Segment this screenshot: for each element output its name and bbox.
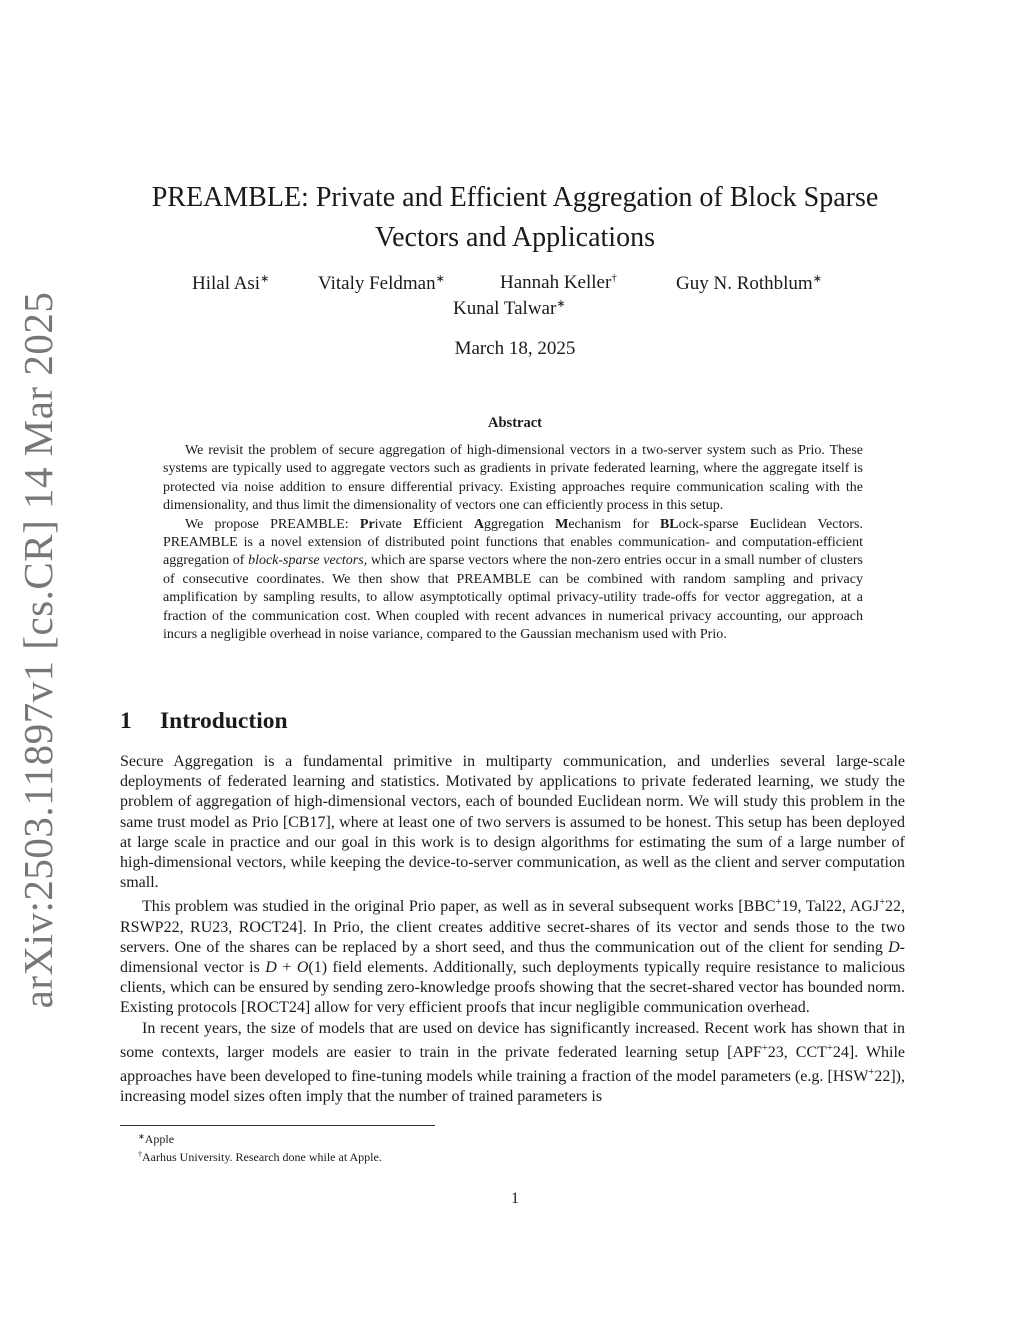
abstract-heading: Abstract: [488, 415, 542, 431]
author: Hilal Asi∗: [192, 273, 270, 294]
section-number: 1: [120, 708, 132, 734]
footnote-divider: [120, 1125, 435, 1126]
publication-date: March 18, 2025: [454, 338, 576, 359]
arxiv-identifier: arXiv:2503.11897v1 [cs.CR] 14 Mar 2025: [15, 291, 61, 1009]
footnote-2: †Aarhus University. Research done while at Apple.: [138, 1150, 382, 1164]
page-number: 1: [511, 1190, 519, 1207]
author: Kunal Talwar∗: [453, 298, 566, 319]
arxiv-sidebar: [6, 291, 70, 1009]
author: Hannah Keller†: [500, 272, 617, 293]
footnotes: [120, 1129, 905, 1165]
abstract-body: [163, 442, 863, 644]
paper-title: [120, 178, 910, 258]
body-paragraph-3: In recent years, the size of models that are used on device has significantly increased. Recent work has shown that in some contexts, larger models are easier to train in the private federated learning setup [APF+23, CCT+24]. While approaches have been developed to fine-tuning models while training a fraction of the model parameters (e.g. [HSW+22]), increasing model sizes often imply that the number of trained parameters is: [120, 1019, 906, 1106]
body-paragraph-1: Secure Aggregation is a fundamental primitive in multiparty communication, and underlies several large-scale deployments of federated learning and statistics. Motivated by applications to private federated learning, we study the problem of aggregation of high-dimensional vectors, each of bounded Euclidean norm. We will study this problem in the same trust model as Prio [CB17], where at least one of two servers is assumed to be honest. This setup has been deployed at large scale in practice and our goal in this work is to design algorithms for estimating the sum of a large number of high-dimensional vectors, while keeping the device-to-server communication, as well as the client and server computation small.: [120, 753, 905, 892]
section-title: Introduction: [160, 708, 288, 734]
footnote-1: ∗Apple: [138, 1132, 175, 1146]
body-paragraph-2: This problem was studied in the original Prio paper, as well as in several subsequent works [BBC+19, Tal22, AGJ+22, RSWP22, RU23, ROCT24]. In Prio, the client creates additive secret-shares of its vector and sends those to the two servers. One of the shares can be replaced by a short seed, and thus the communication out of the client for sending D-dimensional vector is D + O(1) field elements. Additionally, such deployments typically require resistance to malicious clients, which can be ensured by sending zero-knowledge proofs showing that the secret-shared vector has bounded norm. Existing protocols [ROCT24] allow for very efficient proofs that incur negligible communication overhead.: [120, 897, 906, 1017]
introduction-body: [120, 752, 905, 1107]
section-heading-introduction: [120, 708, 288, 735]
title-line-2: Vectors and Applications: [375, 222, 655, 253]
title-line-1: PREAMBLE: Private and Efficient Aggregation of Block Sparse: [151, 182, 879, 213]
author: Guy N. Rothblum∗: [676, 273, 822, 294]
abstract-paragraph-2: We propose PREAMBLE: Private Efficient Aggregation Mechanism for BLock-sparse Euclidean Vectors. PREAMBLE is a novel extension of distributed point functions that enables communication- and computation-efficient aggregation of block-sparse vectors, which are sparse vectors where the non-zero entries occur in a small number of clusters of consecutive coordinates. We then show that PREAMBLE can be combined with random sampling and privacy amplification by sampling results, to allow asymptotically optimal privacy-utility trade-offs for vector aggregation, at a fraction of the communication cost. When coupled with recent advances in numerical privacy accounting, our approach incurs a negligible overhead in noise variance, compared to the Gaussian mechanism used with Prio.: [163, 516, 864, 643]
author: Vitaly Feldman∗: [318, 273, 445, 294]
abstract-paragraph-1: We revisit the problem of secure aggregation of high-dimensional vectors in a two-server system such as Prio. These systems are typically used to aggregate vectors such as gradients in private federated learning, where the aggregate itself is protected via noise addition to ensure differential privacy. Existing approaches require communication scaling with the dimensionality, and thus limit the dimensionality of vectors one can efficiently process in this setup.: [163, 443, 863, 514]
